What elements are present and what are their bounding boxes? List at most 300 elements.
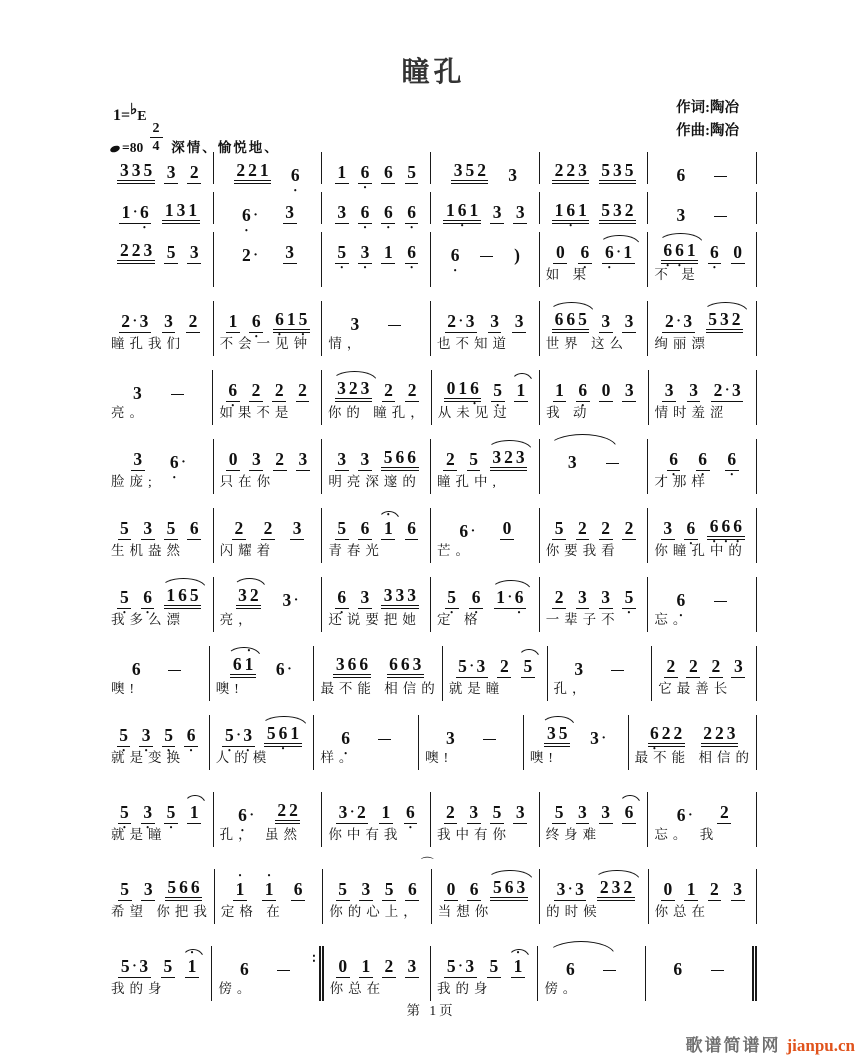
note-digit: 6: [407, 517, 416, 538]
note-token: [164, 161, 178, 185]
note-token: [491, 379, 505, 403]
note-token: 6 ·: [459, 520, 476, 541]
note-token: [552, 159, 589, 185]
note-digit: 2: [688, 655, 698, 676]
note-digit: 3: [664, 379, 674, 400]
note-token: [512, 244, 523, 265]
note-token: [404, 801, 418, 825]
measure: [540, 370, 648, 425]
note-digit: 3: [143, 517, 153, 538]
measure: [540, 869, 648, 924]
note-digit: 6: [504, 876, 514, 897]
notes-row: [217, 579, 320, 609]
note-token: [226, 379, 240, 403]
note-digit: 1: [383, 241, 393, 262]
note-token: [131, 382, 145, 403]
notes-row: [434, 194, 537, 224]
note-token: [661, 239, 698, 265]
note-token: [381, 241, 395, 265]
notes-row: [108, 372, 210, 402]
note-digit: 6: [395, 446, 405, 467]
notes-row: [108, 441, 211, 471]
measure: [322, 508, 431, 563]
note-token: [500, 517, 514, 541]
notes-row: [325, 441, 428, 471]
notes-row: [216, 372, 318, 402]
measure: [431, 192, 540, 224]
notes-row: [422, 717, 521, 747]
lyric: 情时羞涩: [654, 405, 729, 420]
note-digit: 1: [228, 310, 238, 331]
note-token: [686, 655, 700, 679]
note-token: [291, 878, 305, 902]
lyric: 我中有你: [437, 827, 512, 842]
note-digit: 5: [492, 801, 502, 822]
note-token: [358, 586, 372, 610]
note-digit: 3: [337, 201, 347, 222]
lyric: 最不能 相信的: [320, 681, 440, 696]
key-letter: E: [137, 109, 147, 124]
lyric: 定格 在: [220, 904, 285, 919]
score-line: [105, 577, 757, 632]
note-digit: 5: [489, 955, 499, 976]
note-digit: 3: [143, 239, 153, 260]
note-token: [405, 955, 419, 979]
note-digit: 2: [661, 722, 671, 743]
note-token: [564, 958, 578, 979]
lyric: 终身难: [545, 827, 602, 842]
note-token: [511, 955, 525, 979]
note-token: [687, 379, 701, 403]
note-token: [164, 670, 185, 678]
note-digit: 5 •: [336, 244, 348, 262]
note-digit: 2: [599, 876, 609, 897]
note-token: 6 • · 1: [602, 244, 634, 265]
note-digit: 5: [120, 517, 129, 538]
measure: [322, 792, 431, 847]
note-digit: 2: [554, 586, 564, 607]
dash-rest: [714, 216, 727, 217]
note-digit: 3: [139, 955, 149, 976]
note-token: [139, 724, 153, 748]
measure: [646, 946, 757, 1001]
note-digit: 6 •: [139, 204, 151, 222]
note-token: [273, 308, 310, 334]
note-token: [664, 655, 678, 679]
note-digit: 6 •: [577, 382, 589, 400]
note-digit: 6: [624, 801, 634, 822]
notes-row: [446, 648, 545, 678]
note-digit: 3: [251, 448, 261, 469]
note-digit: 3: [516, 876, 526, 897]
notes-row: [325, 234, 428, 264]
lyric: 孔，: [553, 681, 591, 696]
notes-row: [325, 194, 428, 224]
note-digit: 2: [236, 159, 246, 180]
note-token: [336, 878, 350, 902]
note-digit: 6 •: [406, 244, 418, 262]
note-digit: 3: [469, 801, 479, 822]
lyric: 的时候: [546, 904, 602, 919]
note-digit: ): [514, 244, 520, 265]
note-token: 5 · 3: [456, 658, 488, 679]
note-token: [296, 448, 310, 472]
lyric: 从未见过: [437, 405, 512, 420]
note-token: [162, 310, 176, 334]
note-token: 5 • · 3 •: [222, 727, 254, 748]
note-token: [717, 801, 731, 825]
notes-row: [325, 154, 428, 184]
note-token: [599, 379, 613, 403]
note-digit: 6 •: [359, 204, 371, 222]
note-token: [487, 955, 501, 979]
note-digit: 3: [578, 586, 587, 607]
note-digit: 2: [384, 955, 394, 976]
note-token: [131, 448, 145, 472]
note-digit: 3: [238, 584, 247, 605]
measure: [322, 439, 431, 494]
note-digit: 2: [121, 310, 130, 331]
note-digit: 2: [251, 379, 261, 400]
note-digit: 2: [242, 244, 251, 265]
note-token: [448, 244, 462, 265]
lyric: 傍。: [544, 981, 582, 996]
note-token: [709, 655, 723, 679]
note-digit: 2: [715, 722, 724, 743]
notes-row: [317, 717, 416, 747]
note-digit: 5: [384, 878, 394, 899]
notes-row: [108, 794, 211, 824]
notes-row: [108, 194, 211, 224]
note-digit: 5: [558, 722, 568, 743]
note-token: [290, 517, 304, 541]
note-digit: 2: [666, 655, 676, 676]
note-token: [405, 161, 419, 185]
note-token: [706, 308, 743, 334]
note-token: [674, 164, 688, 185]
note-token: 3 ·: [590, 727, 606, 748]
note-digit: 6 •: [470, 589, 482, 607]
note-digit: 3: [465, 310, 475, 331]
note-digit: 3: [492, 446, 502, 467]
note-digit: 5 •: [446, 589, 458, 607]
lyric: 就是瞳: [111, 827, 167, 842]
note-digit: 6 •: [277, 725, 289, 743]
measure: [105, 792, 214, 847]
score-line: [105, 192, 757, 224]
notes-row: [325, 794, 428, 824]
note-token: [731, 878, 745, 902]
note-token: [552, 199, 589, 225]
note-digit: 1: [188, 199, 198, 220]
lyric: 也不知道: [437, 336, 512, 351]
song-title: 瞳孔: [401, 57, 466, 88]
notes-row: [325, 579, 428, 609]
note-token: [576, 801, 590, 825]
note-token: [164, 241, 178, 265]
notes-row: [217, 234, 320, 264]
measure: [214, 577, 323, 632]
note-token: [141, 517, 155, 541]
note-digit: 3: [395, 584, 405, 605]
note-digit: 6: [178, 584, 187, 605]
measure: [648, 577, 757, 632]
note-token: [707, 515, 744, 541]
note-digit: 6 •: [565, 202, 577, 220]
note-token: [164, 801, 178, 825]
lyric: 你要我看: [545, 543, 620, 558]
lyric: 人的模: [215, 750, 272, 765]
notes-row: [325, 303, 428, 333]
note-digit: 6 •: [456, 202, 468, 220]
notes-row: [434, 441, 537, 471]
note-digit: 2: [623, 876, 633, 897]
note-token: [451, 159, 488, 185]
note-digit: 3: [383, 584, 393, 605]
note-token: 2 · 3: [711, 382, 743, 403]
note-digit: 6 •: [359, 164, 371, 182]
note-token: [443, 448, 457, 472]
note-digit: 1: [458, 377, 468, 398]
lyric: [543, 471, 646, 494]
note-digit: 3: [166, 161, 176, 182]
note-digit: 6: [407, 446, 416, 467]
note-token: [161, 955, 175, 979]
note-token: [184, 724, 198, 748]
note-digit: 3: [133, 382, 142, 403]
lyric: 你瞳孔中的: [654, 543, 747, 558]
notes-row: [326, 871, 428, 901]
note-digit: 3: [515, 801, 525, 822]
note-digit: 6 •: [668, 451, 680, 469]
measure: [105, 646, 210, 701]
note-digit: 3: [567, 451, 577, 472]
note-digit: 6: [400, 653, 410, 674]
notes-row: [651, 794, 754, 824]
note-digit: 3: [360, 448, 370, 469]
note-digit: 6: [131, 658, 141, 679]
note-token: [335, 241, 349, 265]
note-token: [467, 448, 481, 472]
note-token: [671, 958, 685, 979]
lyric: 生机盎然: [111, 543, 185, 558]
note-token: 6 ·: [676, 804, 693, 825]
note-digit: 3: [445, 727, 455, 748]
notes-row: [108, 871, 212, 901]
key-prefix: 1=: [113, 107, 131, 124]
note-digit: 3: [556, 878, 566, 899]
note-token: [358, 201, 372, 225]
measure: [322, 301, 431, 356]
dash-rest: [378, 739, 391, 740]
measure: [540, 232, 649, 287]
note-token: [599, 801, 613, 825]
note-token: [335, 586, 349, 610]
dash-rest: [388, 325, 401, 326]
lyric: 噢!: [111, 681, 139, 696]
note-token: [710, 601, 731, 609]
note-digit: 5: [708, 308, 717, 329]
measure: [105, 715, 210, 770]
note-digit: 3: [611, 876, 621, 897]
notes-row: [543, 871, 645, 901]
note-digit: 3: [282, 589, 292, 610]
measure: [214, 192, 323, 224]
notes-row: [651, 154, 754, 184]
measure: [431, 508, 540, 563]
notes-row: [434, 948, 535, 978]
measure: [648, 152, 757, 184]
note-digit: ⌒ 0: [446, 878, 456, 899]
note-digit: 1: [290, 722, 300, 743]
note-token: [710, 216, 731, 224]
note-token: 5 · 3: [444, 958, 476, 979]
note-digit: 3: [689, 379, 698, 400]
note-digit: 5: [166, 241, 176, 262]
measure: [648, 508, 757, 563]
note-digit: • 1: [382, 520, 394, 538]
note-digit: 6: [275, 658, 285, 679]
note-token: [117, 724, 131, 748]
note-token: [288, 164, 302, 185]
note-digit: 1: [555, 379, 564, 400]
note-digit: 2: [298, 379, 307, 400]
note-token: [490, 201, 504, 225]
note-digit: 3: [733, 655, 743, 676]
note-token: [708, 878, 722, 902]
dash-rest: [603, 970, 616, 971]
note-token: [576, 517, 590, 541]
note-digit: 5: [166, 517, 176, 538]
lyric: 忘。: [654, 612, 692, 627]
note-token: [273, 970, 294, 978]
note-digit: 2: [504, 446, 513, 467]
note-digit: 5: [143, 159, 153, 180]
note-digit: 6 •: [185, 727, 197, 745]
note-token: 2 · 3: [662, 313, 694, 334]
note-digit: • 1: [243, 656, 255, 674]
note-token: [296, 379, 310, 403]
note-digit: 2: [357, 801, 366, 822]
note-token: [118, 801, 132, 825]
note-digit: 3: [292, 517, 302, 538]
notes-row: [543, 234, 646, 264]
measure: [431, 439, 540, 494]
note-digit: 1: [164, 199, 174, 220]
note-digit: 2: [601, 517, 611, 538]
measure: [214, 152, 323, 184]
dash-rest: [277, 970, 290, 971]
measure: [540, 152, 649, 184]
score-line: [105, 439, 757, 494]
note-token: [514, 379, 528, 403]
note-digit: 5: [458, 655, 467, 676]
note-digit: 2: [234, 517, 244, 538]
measure: [648, 301, 757, 356]
measure: [105, 439, 214, 494]
lyric: 我多么漂: [111, 612, 185, 627]
measure: [213, 370, 321, 425]
note-digit: 2: [624, 517, 634, 538]
note-digit: 2: [664, 310, 674, 331]
note-digit: 3: [189, 241, 199, 262]
notes-row: [434, 303, 537, 333]
notes-row: [218, 871, 320, 901]
note-token: [490, 876, 527, 902]
note-token: [382, 379, 396, 403]
note-token: [576, 586, 590, 610]
note-digit: 6 •: [405, 804, 417, 822]
notes-row: [317, 648, 439, 678]
measure: [214, 508, 323, 563]
note-digit: 5: [338, 878, 348, 899]
note-token: [118, 878, 132, 902]
note-digit: 0: [663, 878, 673, 899]
notes-row: [652, 372, 754, 402]
note-digit: 6 •: [289, 167, 301, 185]
measure: [431, 577, 540, 632]
note-token: [467, 801, 481, 825]
lyric: 只在你: [219, 474, 276, 489]
notes-row: [541, 948, 642, 978]
note-token: [164, 584, 201, 610]
notes-row: [434, 510, 537, 540]
note-digit: 1: [337, 161, 347, 182]
note-token: [731, 655, 745, 679]
note-digit: 2: [703, 722, 712, 743]
note-digit: 2: [275, 448, 285, 469]
measure: [652, 646, 757, 701]
measure: [314, 646, 442, 701]
note-digit: 3: [719, 308, 729, 329]
note-digit: 3: [143, 878, 153, 899]
note-digit: 3: [139, 310, 149, 331]
dash-rest: [483, 739, 496, 740]
note-token: [444, 377, 481, 403]
note-token: 6 • ·: [167, 454, 187, 472]
note-digit: 3: [465, 955, 475, 976]
note-digit: 3: [335, 653, 345, 674]
note-token: [661, 878, 675, 902]
notes-row: [651, 194, 754, 224]
note-digit: 6: [407, 878, 417, 899]
note-token: [576, 379, 590, 403]
measure: [432, 370, 540, 425]
note-token: [622, 586, 636, 610]
note-token: [230, 653, 256, 679]
lyric: 就是瞳: [448, 681, 505, 696]
score-line: [105, 792, 757, 847]
notes-row: [327, 948, 428, 978]
note-token: [708, 241, 722, 265]
note-token: [405, 878, 419, 902]
note-digit: 5: [266, 722, 276, 743]
note-token: [232, 517, 246, 541]
note-digit: 3: [133, 448, 143, 469]
note-digit: 1: [578, 199, 587, 220]
measure: [431, 301, 540, 356]
dash-rest: [480, 256, 493, 257]
notes-row: [651, 441, 754, 471]
notes-row: [649, 948, 750, 978]
note-token: [336, 955, 350, 979]
notes-row: [632, 717, 754, 747]
notes-row: [108, 234, 211, 264]
note-token: [405, 517, 419, 541]
note-token: [497, 655, 511, 679]
lyric: 才那样: [654, 474, 710, 489]
note-digit: 3 •: [242, 727, 254, 745]
